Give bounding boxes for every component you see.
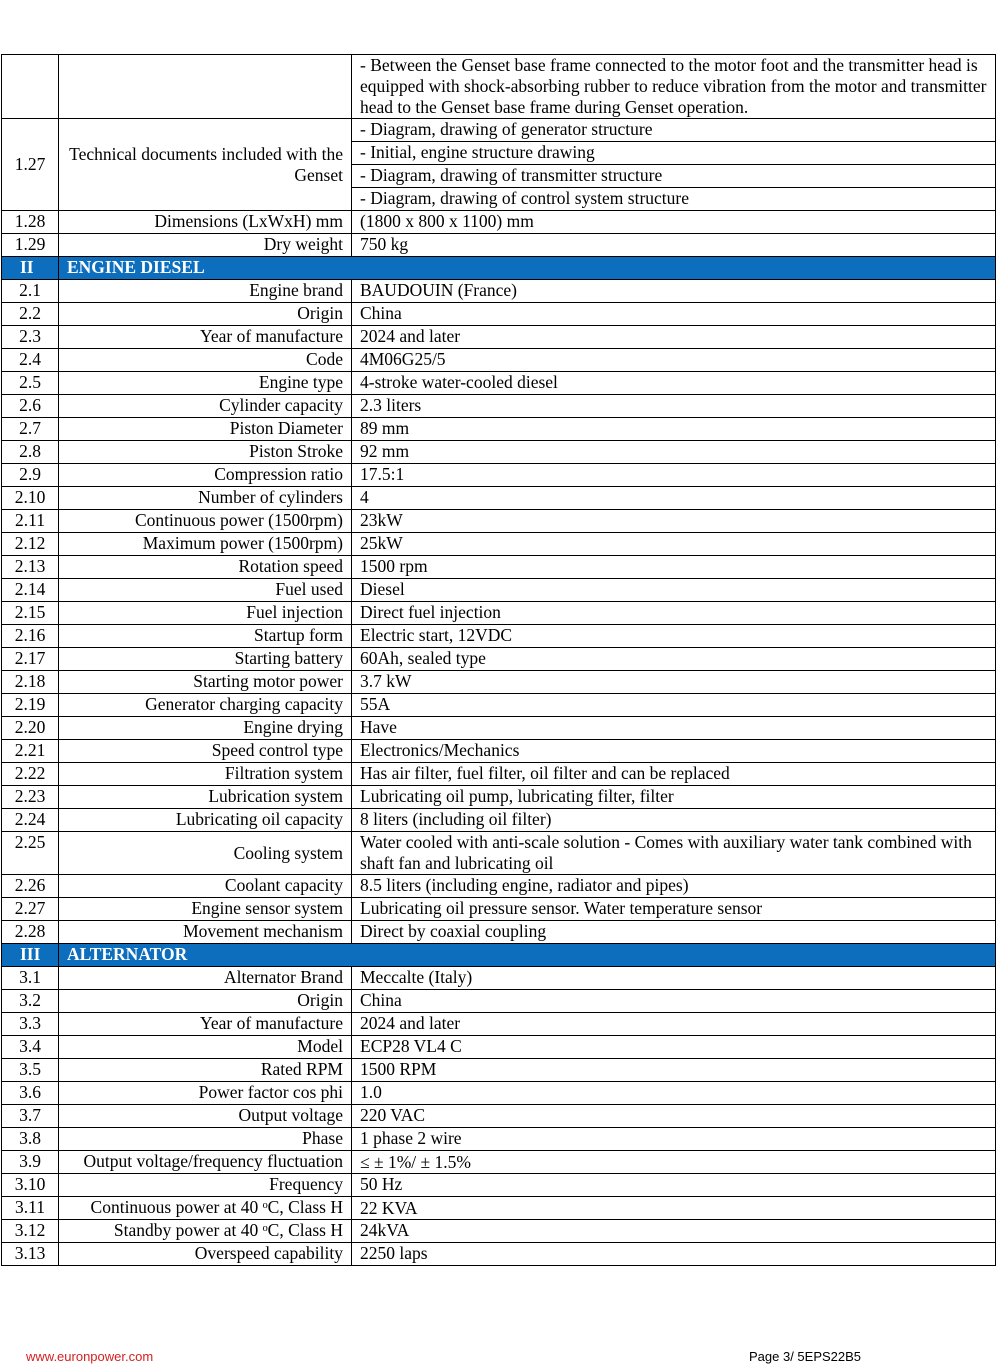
- row-value: ≤ ± 1%/ ± 1.5%: [352, 1151, 996, 1174]
- table-row: [2, 1243, 996, 1266]
- row-value: 1500 RPM: [352, 1059, 996, 1082]
- row-number: 2.8: [2, 441, 59, 464]
- row-label: Continuous power (1500rpm): [59, 510, 352, 533]
- row-number: 2.12: [2, 533, 59, 556]
- row-number: 2.14: [2, 579, 59, 602]
- row-number: 2.19: [2, 694, 59, 717]
- table-row: [2, 763, 996, 786]
- table-row: [2, 786, 996, 809]
- row-value: Lubricating oil pump, lubricating filter, filter: [352, 786, 996, 809]
- row-label: Generator charging capacity: [59, 694, 352, 717]
- row-label: Model: [59, 1036, 352, 1059]
- table-row: [2, 648, 996, 671]
- table-row: [2, 717, 996, 740]
- row-value: Water cooled with anti-scale solution - Comes with auxiliary water tank combined with shaft fan and lubricating oil: [352, 832, 996, 875]
- table-row: [2, 372, 996, 395]
- row-label: Starting motor power: [59, 671, 352, 694]
- row-value: 24kVA: [352, 1220, 996, 1243]
- row-number: 2.25: [2, 832, 59, 875]
- row-value: 3.7 kW: [352, 671, 996, 694]
- table-row: [2, 898, 996, 921]
- rows-group-alternator-b: [2, 1220, 996, 1266]
- table-row: [2, 1128, 996, 1151]
- row-value: Electronics/Mechanics: [352, 740, 996, 763]
- row-value: 8 liters (including oil filter): [352, 809, 996, 832]
- table-row: [2, 418, 996, 441]
- row-number: 3.5: [2, 1059, 59, 1082]
- table-row: [2, 234, 996, 257]
- row-value: China: [352, 990, 996, 1013]
- table-row: [2, 1013, 996, 1036]
- section-number: II: [2, 257, 59, 280]
- row-label: Code: [59, 349, 352, 372]
- row-value: Direct by coaxial coupling: [352, 921, 996, 944]
- row-number: 2.2: [2, 303, 59, 326]
- row-label: Engine brand: [59, 280, 352, 303]
- row-number: 2.1: [2, 280, 59, 303]
- table-row: [2, 1151, 996, 1174]
- section-header-engine: [2, 257, 996, 280]
- row-label: Origin: [59, 990, 352, 1013]
- row-number: 3.6: [2, 1082, 59, 1105]
- row-value: Lubricating oil pressure sensor. Water temperature sensor: [352, 898, 996, 921]
- table-row: [2, 1220, 996, 1243]
- row-label: Maximum power (1500rpm): [59, 533, 352, 556]
- row-number: 2.27: [2, 898, 59, 921]
- footer-website: www.euronpower.com: [26, 1349, 154, 1364]
- row-label: Piston Stroke: [59, 441, 352, 464]
- row-value: - Between the Genset base frame connected to the motor foot and the transmitter head is equipped with shock-absorbing rubber to reduce vibration from the motor and transmitter head to the Genset base frame during Genset operation.: [352, 55, 996, 119]
- section-number: III: [2, 944, 59, 967]
- row-label: Standby power at 40 ᵒC, Class H: [59, 1220, 352, 1243]
- row-label: Output voltage: [59, 1105, 352, 1128]
- table-row: [2, 1197, 996, 1220]
- row-number: 3.4: [2, 1036, 59, 1059]
- row-value: 8.5 liters (including engine, radiator and pipes): [352, 875, 996, 898]
- row-number: 3.10: [2, 1174, 59, 1197]
- row-number: 2.6: [2, 395, 59, 418]
- row-label: Frequency: [59, 1174, 352, 1197]
- section-title: ALTERNATOR: [59, 944, 996, 967]
- row-value: ECP28 VL4 C: [352, 1036, 996, 1059]
- table-row: [2, 1059, 996, 1082]
- row-value: Has air filter, fuel filter, oil filter and can be replaced: [352, 763, 996, 786]
- row-label: Year of manufacture: [59, 326, 352, 349]
- row-label: Dimensions (LxWxH) mm: [59, 211, 352, 234]
- row-value: 1 phase 2 wire: [352, 1128, 996, 1151]
- row-value: (1800 x 800 x 1100) mm: [352, 211, 996, 234]
- row-value: Diesel: [352, 579, 996, 602]
- row-value: - Diagram, drawing of generator structure: [352, 119, 996, 142]
- table-row: [2, 602, 996, 625]
- row-label: Engine sensor system: [59, 898, 352, 921]
- row-value: 2.3 liters: [352, 395, 996, 418]
- table-row: [2, 967, 996, 990]
- row-number: 2.10: [2, 487, 59, 510]
- table-row: [2, 211, 996, 234]
- table-row: [2, 349, 996, 372]
- row-label: Cylinder capacity: [59, 395, 352, 418]
- table-row: [2, 55, 996, 119]
- rows-group-alternator-a: [2, 967, 996, 1151]
- row-number: 2.13: [2, 556, 59, 579]
- row-label: Coolant capacity: [59, 875, 352, 898]
- row-value: Direct fuel injection: [352, 602, 996, 625]
- row-label: Lubricating oil capacity: [59, 809, 352, 832]
- row-label: Overspeed capability: [59, 1243, 352, 1266]
- table-row: [2, 990, 996, 1013]
- row-number: 2.21: [2, 740, 59, 763]
- row-number: 2.15: [2, 602, 59, 625]
- row-number: 2.11: [2, 510, 59, 533]
- row-number: [2, 55, 59, 119]
- row-label: Engine type: [59, 372, 352, 395]
- table-row: [2, 671, 996, 694]
- row-label: Alternator Brand: [59, 967, 352, 990]
- row-value: - Diagram, drawing of control system structure: [352, 188, 996, 211]
- row-label: [59, 55, 352, 119]
- table-row: [2, 441, 996, 464]
- table-row: [2, 1082, 996, 1105]
- row-number: 1.29: [2, 234, 59, 257]
- row-value: 60Ah, sealed type: [352, 648, 996, 671]
- row-label: Filtration system: [59, 763, 352, 786]
- table-row: [2, 464, 996, 487]
- row-label: Origin: [59, 303, 352, 326]
- row-number: 2.18: [2, 671, 59, 694]
- row-value: BAUDOUIN (France): [352, 280, 996, 303]
- table-row: [2, 487, 996, 510]
- row-number: 3.9: [2, 1151, 59, 1174]
- row-label: Output voltage/frequency fluctuation: [59, 1151, 352, 1174]
- row-label: Starting battery: [59, 648, 352, 671]
- table-row: [2, 1036, 996, 1059]
- table-row: [2, 1174, 996, 1197]
- row-value: 89 mm: [352, 418, 996, 441]
- row-number: 2.3: [2, 326, 59, 349]
- table-row: [2, 809, 996, 832]
- row-number: 2.22: [2, 763, 59, 786]
- row-label: Continuous power at 40 ᵒC, Class H: [59, 1197, 352, 1220]
- row-number: 2.7: [2, 418, 59, 441]
- row-value: 1500 rpm: [352, 556, 996, 579]
- table-row: [2, 326, 996, 349]
- row-label: Startup form: [59, 625, 352, 648]
- row-value: 23kW: [352, 510, 996, 533]
- row-value: 50 Hz: [352, 1174, 996, 1197]
- row-value: Meccalte (Italy): [352, 967, 996, 990]
- row-number: 3.3: [2, 1013, 59, 1036]
- row-label: Piston Diameter: [59, 418, 352, 441]
- row-value: 4-stroke water-cooled diesel: [352, 372, 996, 395]
- row-number: 3.12: [2, 1220, 59, 1243]
- table-row: [2, 1105, 996, 1128]
- row-value: 2250 laps: [352, 1243, 996, 1266]
- row-label: Number of cylinders: [59, 487, 352, 510]
- row-label: Fuel used: [59, 579, 352, 602]
- table-row: [2, 303, 996, 326]
- row-label: Lubrication system: [59, 786, 352, 809]
- table-row: [2, 921, 996, 944]
- row-value: 92 mm: [352, 441, 996, 464]
- row-number: 1.28: [2, 211, 59, 234]
- table-row: [2, 119, 996, 142]
- rows-group-engine-b: [2, 875, 996, 944]
- row-label: Phase: [59, 1128, 352, 1151]
- row-value: 2024 and later: [352, 326, 996, 349]
- row-value: 17.5:1: [352, 464, 996, 487]
- row-label: Cooling system: [59, 832, 352, 875]
- row-number: 3.1: [2, 967, 59, 990]
- spec-table: [1, 54, 996, 1266]
- row-number: 2.16: [2, 625, 59, 648]
- row-number: 2.24: [2, 809, 59, 832]
- row-label: Rated RPM: [59, 1059, 352, 1082]
- row-value: 22 KVA: [352, 1197, 996, 1220]
- section-title: ENGINE DIESEL: [59, 257, 996, 280]
- row-label: Engine drying: [59, 717, 352, 740]
- row-value: - Diagram, drawing of transmitter structure: [352, 165, 996, 188]
- row-number: 2.9: [2, 464, 59, 487]
- row-number: 1.27: [2, 119, 59, 211]
- row-label: Movement mechanism: [59, 921, 352, 944]
- table-row: [2, 694, 996, 717]
- row-label: Speed control type: [59, 740, 352, 763]
- row-label: Power factor cos phi: [59, 1082, 352, 1105]
- row-value: 1.0: [352, 1082, 996, 1105]
- row-value: 4: [352, 487, 996, 510]
- row-value: 2024 and later: [352, 1013, 996, 1036]
- rows-group-1: [2, 211, 996, 257]
- row-number: 2.17: [2, 648, 59, 671]
- row-number: 2.4: [2, 349, 59, 372]
- row-number: 2.28: [2, 921, 59, 944]
- row-number: 2.23: [2, 786, 59, 809]
- row-number: 3.2: [2, 990, 59, 1013]
- row-number: 3.8: [2, 1128, 59, 1151]
- table-row: [2, 556, 996, 579]
- footer-page-number: Page 3/ 5EPS22B5: [749, 1349, 862, 1364]
- row-number: 2.26: [2, 875, 59, 898]
- table-row: [2, 395, 996, 418]
- row-value: 55A: [352, 694, 996, 717]
- table-row: [2, 280, 996, 303]
- table-row: [2, 510, 996, 533]
- row-number: 3.13: [2, 1243, 59, 1266]
- table-row: [2, 579, 996, 602]
- table-row: [2, 625, 996, 648]
- row-value: - Initial, engine structure drawing: [352, 142, 996, 165]
- row-label: Rotation speed: [59, 556, 352, 579]
- row-value: 25kW: [352, 533, 996, 556]
- row-value: 4M06G25/5: [352, 349, 996, 372]
- rows-group-engine-a: [2, 280, 996, 832]
- row-value: China: [352, 303, 996, 326]
- row-value: 220 VAC: [352, 1105, 996, 1128]
- section-header-alternator: [2, 944, 996, 967]
- row-number: 2.20: [2, 717, 59, 740]
- table-row: [2, 832, 996, 875]
- row-label: Fuel injection: [59, 602, 352, 625]
- table-row: [2, 740, 996, 763]
- row-number: 3.11: [2, 1197, 59, 1220]
- row-label: Year of manufacture: [59, 1013, 352, 1036]
- row-value: 750 kg: [352, 234, 996, 257]
- row-value: Have: [352, 717, 996, 740]
- row-number: 2.5: [2, 372, 59, 395]
- row-number: 3.7: [2, 1105, 59, 1128]
- table-row: [2, 533, 996, 556]
- row-label: Compression ratio: [59, 464, 352, 487]
- row-label: Dry weight: [59, 234, 352, 257]
- row-value: Electric start, 12VDC: [352, 625, 996, 648]
- table-row: [2, 875, 996, 898]
- row-label: Technical documents included with the Genset: [59, 119, 352, 211]
